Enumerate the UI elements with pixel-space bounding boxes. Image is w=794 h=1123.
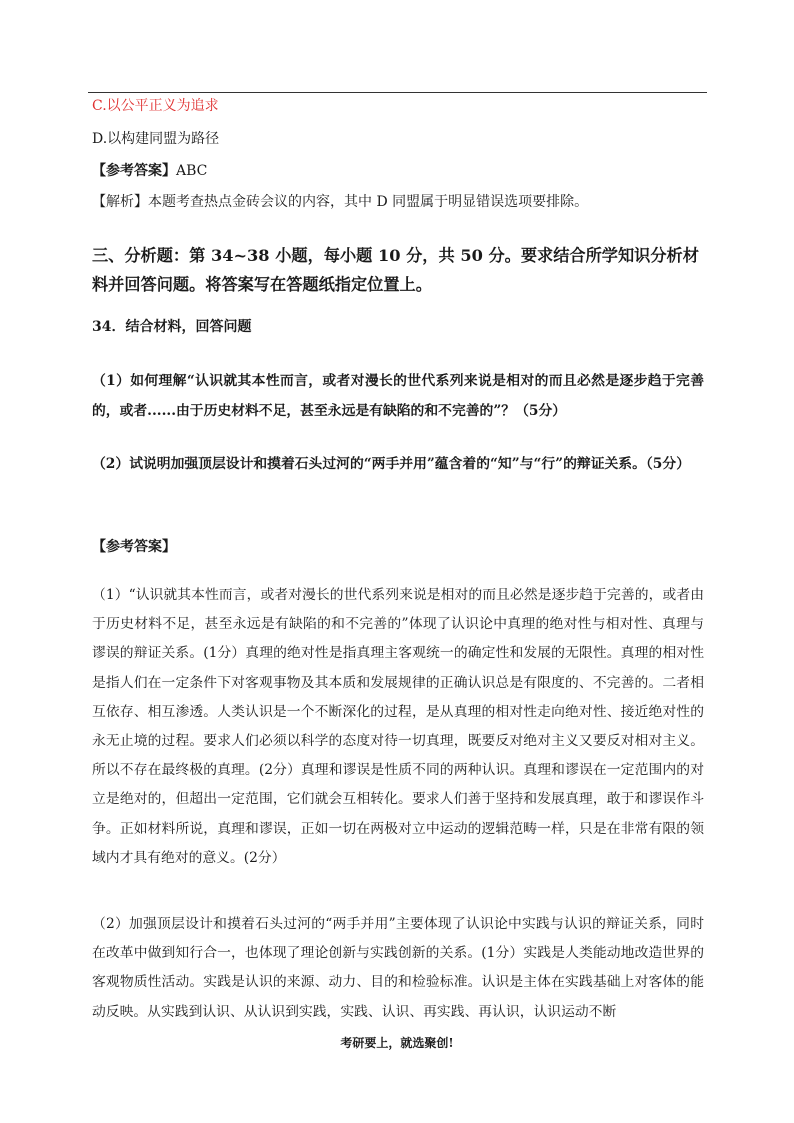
answer-label-1: 【参考答案】	[92, 163, 176, 179]
option-d: D.以构建同盟为路径	[92, 131, 220, 147]
q34-sub1: （1）如何理解“认识就其本性而言，或者对漫长的世代系列来说是相对的而且必然是逐步趋于完善的，或者......由于历史材料不足，甚至永远是有缺陷的和不完善的”？（5分）	[92, 373, 704, 419]
q34-answer-1: （1）“认识就其本性而言，或者对漫长的世代系列来说是相对的而且必然是逐步趋于完善的，或者由于历史材料不足，甚至永远是有缺陷的和不完善的”体现了认识论中真理的绝对性与相对性、真理与谬误的辩证关系。(1分）真理的绝对性是指真理主客观统一的确定性和发展的无限性。真理的相对性是指人们在一定条件下对客观事物及其本质和发展规律的正确认识总是有限度的、不完善的。二者相互依存、相互渗透。人类认识是一个不断深化的过程，是从真理的相对性走向绝对性、接近绝对性的永无止境的过程。要求人们必须以科学的态度对待一切真理，既要反对绝对主义又要反对相对主义。所以不存在最终极的真理。(2分）真理和谬误是性质不同的两种认识。真理和谬误在一定范围内的对立是绝对的，但超出一定范围，它们就会互相转化。要求人们善于坚持和发展真理，敢于和谬误作斗争。正如材料所说，真理和谬误，正如一切在两极对立中运动的逻辑范畴一样，只是在非常有限的领域内才具有绝对的意义。(2分）	[92, 587, 704, 866]
header-rule	[88, 92, 707, 93]
analysis-1: 【解析】本题考查热点金砖会议的内容，其中 D 同盟属于明显错误选项要排除。	[92, 194, 589, 210]
q34-answer-label: 【参考答案】	[92, 539, 176, 555]
answer-value-1: ABC	[176, 163, 208, 179]
page-footer: 考研要上，就选聚创!	[340, 1036, 454, 1050]
section-3-heading: 三、分析题：第 34~38 小题，每小题 10 分，共 50 分。要求结合所学知识分析材料并回答问题。将答案写在答题纸指定位置上。	[92, 246, 699, 294]
option-c: C.以公平正义为追求	[92, 98, 219, 114]
answer-line-1	[92, 162, 207, 180]
q34-answer-2: （2）加强顶层设计和摸着石头过河的“两手并用”主要体现了认识论中实践与认识的辩证关系，同时在改革中做到知行合一，也体现了理论创新与实践创新的关系。(1分）实践是人类能动地改造世界的客观物质性活动。实践是认识的来源、动力、目的和检验标准。认识是主体在实践基础上对客体的能动反映。从实践到认识、从认识到实践，实践、认识、再实践、再认识，认识运动不断	[92, 916, 704, 1020]
q34-sub2: （2）试说明加强顶层设计和摸着石头过河的“两手并用”蕴含着的“知”与“行”的辩证关系。（5分）	[92, 456, 690, 472]
q34-title: 34．结合材料，回答问题	[92, 319, 252, 335]
